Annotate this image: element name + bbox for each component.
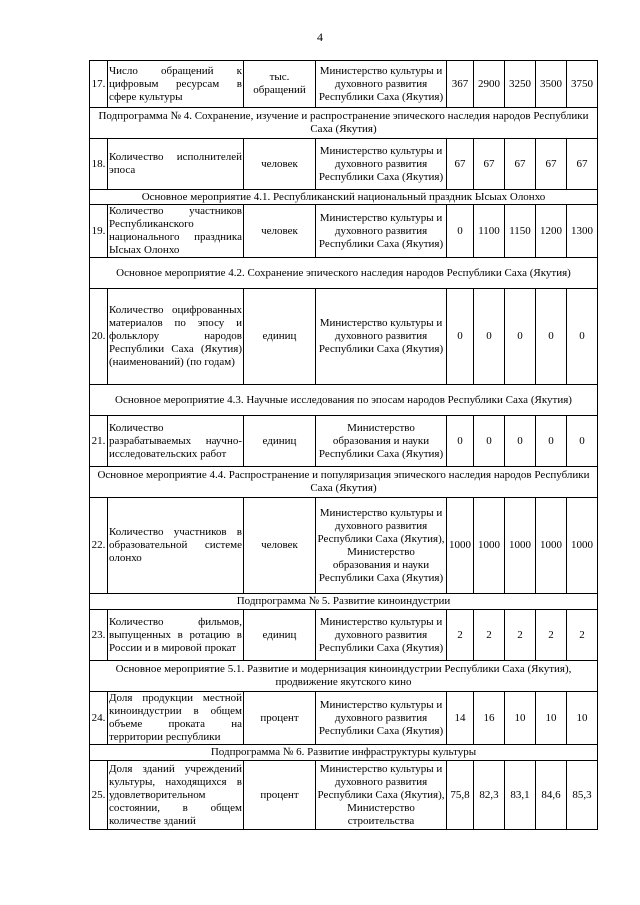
- value-cell: 1000: [474, 498, 505, 594]
- value-cell: 1200: [536, 205, 567, 258]
- indicator-name-cell: Доля продукции местной киноиндустрии в общем объеме проката на территории республики: [109, 692, 242, 743]
- unit-cell: процент: [244, 761, 316, 830]
- value-cell: 67: [474, 139, 505, 190]
- indicator-name-cell: Количество фильмов, выпущенных в ротацию в России и в мировой прокат: [108, 610, 244, 661]
- table-row: [90, 61, 598, 108]
- section-row: [90, 745, 598, 761]
- value-cell: 0: [447, 205, 474, 258]
- value-cell: 67: [447, 139, 474, 190]
- unit-cell: человек: [244, 139, 316, 190]
- row-number-cell: 22.: [90, 498, 108, 594]
- row-number-cell: 21.: [90, 416, 108, 467]
- section-row: [90, 108, 598, 139]
- section-row: [90, 467, 598, 498]
- indicator-name-cell: Количество разрабатываемых научно-исследовательских работ: [108, 416, 244, 467]
- responsible-body-cell: Министерство образования и науки Республики Саха (Якутия): [316, 416, 447, 467]
- responsible-body-cell: Министерство культуры и духовного развития Республики Саха (Якутия): [316, 61, 447, 108]
- responsible-body-cell: Министерство культуры и духовного развития Республики Саха (Якутия): [316, 692, 447, 745]
- value-cell: 85,3: [567, 761, 598, 830]
- indicator-name-cell: Доля зданий учреждений культуры, находящихся в удовлетворительном состоянии, в общем количестве зданий: [108, 761, 244, 830]
- value-cell: 67: [567, 139, 598, 190]
- section-heading: Основное мероприятие 4.3. Научные исследования по эпосам народов Республики Саха (Якутия): [90, 385, 598, 416]
- value-cell: 0: [474, 289, 505, 385]
- value-cell: 75,8: [447, 761, 474, 830]
- responsible-body-cell: Министерство культуры и духовного развития Республики Саха (Якутия): [316, 289, 447, 385]
- value-cell: 1000: [536, 498, 567, 594]
- value-cell: 0: [505, 289, 536, 385]
- unit-cell: человек: [244, 498, 316, 594]
- table-row: [90, 205, 598, 258]
- section-row: [90, 594, 598, 610]
- row-number-cell: 23.: [90, 610, 108, 661]
- unit-cell: единиц: [244, 610, 316, 661]
- table-row: [90, 498, 598, 594]
- table-row: [90, 416, 598, 467]
- section-heading: Основное мероприятие 4.1. Республиканский национальный праздник Ысыах Олонхо: [90, 190, 598, 205]
- section-heading: Основное мероприятие 4.2. Сохранение эпического наследия народов Республики Саха (Якутия): [90, 258, 598, 289]
- value-cell: 2900: [474, 61, 505, 108]
- page-number: 4: [317, 30, 323, 44]
- indicator-name-cell: Количество участников Республиканского национального праздника Ысыах Олонхо: [109, 205, 242, 256]
- value-cell: 0: [567, 416, 598, 467]
- table-row: [90, 610, 598, 661]
- row-number-cell: 24.: [90, 692, 108, 745]
- section-heading: Основное мероприятие 4.4. Распространение и популяризация эпического наследия народов Республики Саха (Якутия): [90, 467, 598, 498]
- section-heading: Подпрограмма № 4. Сохранение, изучение и распространение эпического наследия народов Республики Саха (Якутия): [90, 108, 598, 139]
- row-number-cell: 20.: [90, 289, 108, 385]
- responsible-body-cell: Министерство культуры и духовного развития Республики Саха (Якутия), Министерство образования и науки Республики Саха (Якутия): [316, 498, 447, 594]
- table-row: [90, 139, 598, 190]
- value-cell: 1000: [567, 498, 598, 594]
- responsible-body-cell: Министерство культуры и духовного развития Республики Саха (Якутия), Министерство строительства: [316, 761, 447, 830]
- unit-cell: единиц: [244, 416, 316, 467]
- table-row: [90, 761, 598, 830]
- value-cell: 367: [447, 61, 474, 108]
- indicator-name-cell: Количество оцифрованных материалов по эпосу и фольклору народов Республики Саха (Якутия) (наименований) (по годам): [108, 289, 244, 385]
- unit-cell: единиц: [244, 289, 316, 385]
- section-row: [90, 661, 598, 692]
- row-number-cell: 19.: [90, 205, 108, 258]
- value-cell: 16: [474, 692, 505, 745]
- value-cell: 0: [447, 416, 474, 467]
- value-cell: 2: [536, 610, 567, 661]
- row-number-cell: 18.: [90, 139, 108, 190]
- value-cell: 14: [447, 692, 474, 745]
- indicator-name-cell: Число обращений к цифровым ресурсам в сфере культуры: [108, 61, 244, 108]
- responsible-body-cell: Министерство культуры и духовного развития Республики Саха (Якутия): [316, 205, 447, 258]
- value-cell: 84,6: [536, 761, 567, 830]
- value-cell: 0: [536, 289, 567, 385]
- responsible-body-cell: Министерство культуры и духовного развития Республики Саха (Якутия): [316, 139, 447, 190]
- value-cell: 1100: [474, 205, 505, 258]
- table-row: [90, 692, 598, 745]
- value-cell: 2: [505, 610, 536, 661]
- value-cell: 10: [567, 692, 598, 745]
- value-cell: 2: [567, 610, 598, 661]
- value-cell: 2: [474, 610, 505, 661]
- value-cell: 1000: [447, 498, 474, 594]
- value-cell: 1000: [505, 498, 536, 594]
- table-row: [90, 289, 598, 385]
- value-cell: 0: [567, 289, 598, 385]
- value-cell: 2: [447, 610, 474, 661]
- value-cell: 0: [536, 416, 567, 467]
- section-heading: Подпрограмма № 6. Развитие инфраструктуры культуры: [90, 745, 598, 761]
- value-cell: 0: [505, 416, 536, 467]
- section-row: [90, 258, 598, 289]
- row-number-cell: 17.: [90, 61, 108, 108]
- value-cell: 3250: [505, 61, 536, 108]
- row-number-cell: 25.: [90, 761, 108, 830]
- unit-cell: человек: [244, 205, 316, 258]
- unit-cell: тыс. обращений: [244, 61, 316, 108]
- value-cell: 10: [505, 692, 536, 745]
- value-cell: 0: [447, 289, 474, 385]
- section-row: [90, 385, 598, 416]
- value-cell: 1150: [505, 205, 536, 258]
- unit-cell: процент: [244, 692, 316, 745]
- value-cell: 1300: [567, 205, 598, 258]
- indicators-table: [89, 60, 598, 830]
- value-cell: 67: [505, 139, 536, 190]
- value-cell: 10: [536, 692, 567, 745]
- section-heading: Основное мероприятие 5.1. Развитие и модернизация киноиндустрии Республики Саха (Якутия), продвижение якутского кино: [90, 661, 598, 692]
- responsible-body-cell: Министерство культуры и духовного развития Республики Саха (Якутия): [316, 610, 447, 661]
- value-cell: 3500: [536, 61, 567, 108]
- value-cell: 3750: [567, 61, 598, 108]
- section-heading: Подпрограмма № 5. Развитие киноиндустрии: [90, 594, 598, 610]
- indicator-name-cell: Количество участников в образовательной системе олонхо: [108, 498, 244, 594]
- value-cell: 0: [474, 416, 505, 467]
- value-cell: 82,3: [474, 761, 505, 830]
- value-cell: 83,1: [505, 761, 536, 830]
- section-row: [90, 190, 598, 205]
- indicator-name-cell: Количество исполнителей эпоса: [108, 139, 244, 190]
- value-cell: 67: [536, 139, 567, 190]
